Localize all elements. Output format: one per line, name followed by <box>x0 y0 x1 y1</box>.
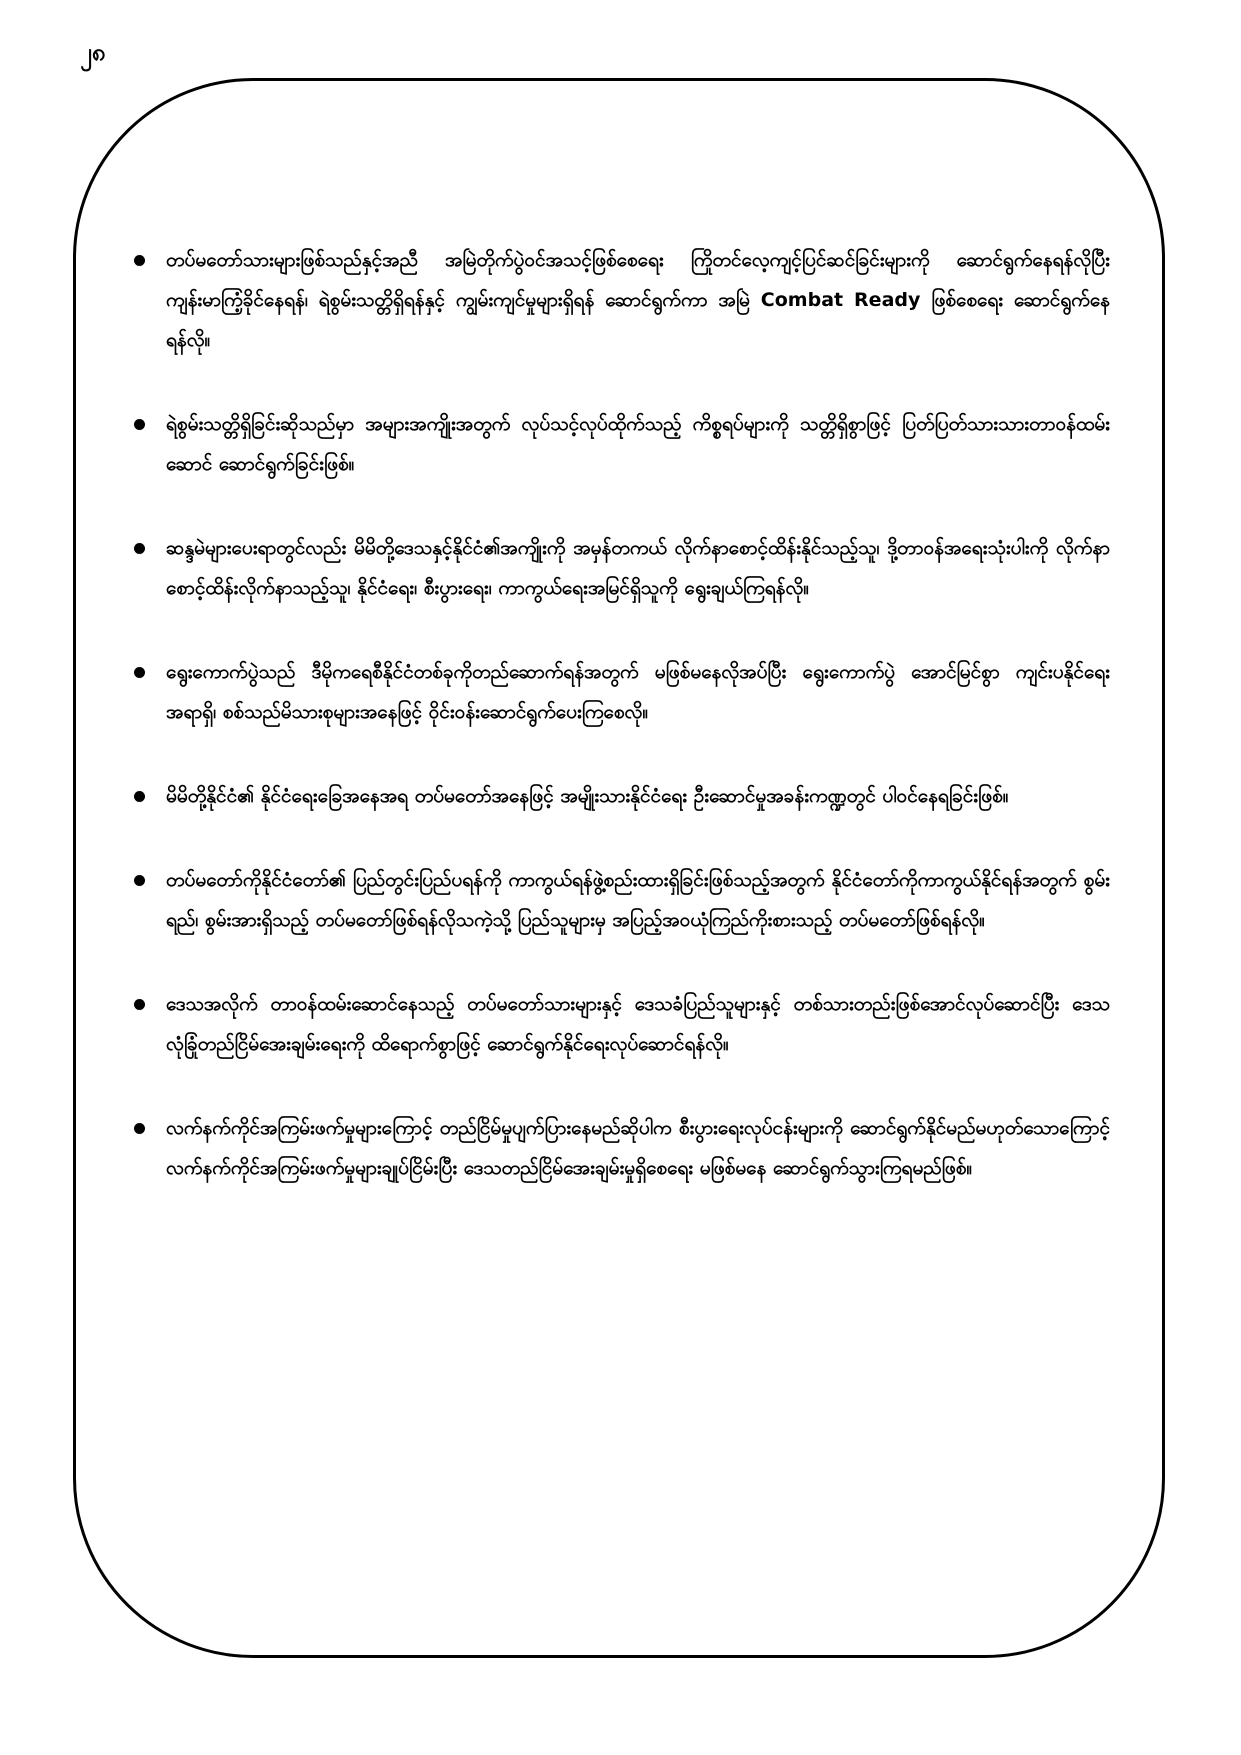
content-area <box>128 240 1110 1232</box>
bullet-text: မိမိတို့နိုင်ငံ၏ နိုင်ငံရေးခြေအနေအရ တပ်မတော်အနေဖြင့် အမျိုးသားနိုင်ငံရေး ဦးဆောင်မှုအခန်းကဏ္ဍတွင် ပါဝင်နေရခြင်းဖြစ်။ <box>166 785 1009 807</box>
bullet-text: ရွေးကောက်ပွဲသည် ဒီမိုကရေစီနိုင်ငံတစ်ခုကိုတည်ဆောက်ရန်အတွက် မဖြစ်မနေလိုအပ်ပြီး ရွေးကောက်ပွဲ အောင်မြင်စွာ ကျင်းပနိုင်ရေး အရာရှိ၊ စစ်သည်မိသားစုများအနေဖြင့် ဝိုင်းဝန်းဆောင်ရွက်ပေးကြစေလို။ <box>166 661 1110 723</box>
page-number: ၂၈ <box>80 38 106 66</box>
bullet-dot-icon <box>134 791 145 802</box>
bullet-dot-icon <box>134 999 145 1010</box>
bullet-list <box>128 240 1110 1188</box>
bullet-item <box>128 652 1110 732</box>
bullet-item <box>128 404 1110 484</box>
bullet-item <box>128 776 1110 816</box>
bullet-dot-icon <box>134 543 145 554</box>
bullet-item <box>128 1108 1110 1188</box>
bullet-dot-icon <box>134 1123 145 1134</box>
bullet-text: လက်နက်ကိုင်အကြမ်းဖက်မှုများကြောင့် တည်ငြိမ်မှုပျက်ပြားနေမည်ဆိုပါက စီးပွားရေးလုပ်ငန်းများကို ဆောင်ရွက်နိုင်မည်မဟုတ်သောကြောင့် လက်နက်ကိုင်အကြမ်းဖက်မှုများချုပ်ငြိမ်းပြီး ဒေသတည်ငြိမ်အေးချမ်းမှုရှိစေရေး မဖြစ်မနေ ဆောင်ရွက်သွားကြရမည်ဖြစ်။ <box>166 1117 1110 1179</box>
bullet-dot-icon <box>134 875 145 886</box>
bullet-text: တပ်မတော်ကိုနိုင်ငံတော်၏ ပြည်တွင်းပြည်ပရန်ကို ကာကွယ်ရန်ဖွဲ့စည်းထားရှိခြင်းဖြစ်သည့်အတွက် နိုင်ငံတော်ကိုကာကွယ်နိုင်ရန်အတွက် စွမ်းရည်၊ စွမ်းအားရှိသည့် တပ်မတော်ဖြစ်ရန်လိုသကဲ့သို့ ပြည်သူများမှ အပြည့်အဝယုံကြည်ကိုးစားသည့် တပ်မတော်ဖြစ်ရန်လို။ <box>166 869 1110 931</box>
bullet-dot-icon <box>134 419 145 430</box>
bullet-text: ရဲစွမ်းသတ္တိရှိခြင်းဆိုသည်မှာ အများအကျိုးအတွက် လုပ်သင့်လုပ်ထိုက်သည့် ကိစ္စရပ်များကို သတ္တိရှိစွာဖြင့် ပြတ်ပြတ်သားသားတာဝန်ထမ်းဆောင် ဆောင်ရွက်ခြင်းဖြစ်။ <box>166 413 1110 475</box>
bullet-dot-icon <box>134 667 145 678</box>
bullet-item <box>128 860 1110 940</box>
bullet-text: တပ်မတော်သားများဖြစ်သည်နှင့်အညီ အမြဲတိုက်ပွဲဝင်အသင့်ဖြစ်စေရေး ကြိုတင်လေ့ကျင့်ပြင်ဆင်ခြင်းများကို ဆောင်ရွက်နေရန်လိုပြီး ကျန်းမာကြံ့ခိုင်နေရန်၊ ရဲစွမ်းသတ္တိရှိရန်နှင့် ကျွမ်းကျင်မှုများရှိရန် ဆောင်ရွက်ကာ အမြဲ Combat Ready ဖြစ်စေရေး ဆောင်ရွက်နေရန်လို။ <box>166 249 1110 351</box>
bullet-dot-icon <box>134 255 145 266</box>
bullet-text: ဒေသအလိုက် တာဝန်ထမ်းဆောင်နေသည့် တပ်မတော်သားများနှင့် ဒေသခံပြည်သူများနှင့် တစ်သားတည်းဖြစ်အောင်လုပ်ဆောင်ပြီး ဒေသလုံခြုံတည်ငြိမ်အေးချမ်းရေးကို ထိရောက်စွာဖြင့် ဆောင်ရွက်နိုင်ရေးလုပ်ဆောင်ရန်လို။ <box>166 993 1110 1055</box>
bullet-item <box>128 240 1110 360</box>
bullet-item <box>128 984 1110 1064</box>
bullet-item <box>128 528 1110 608</box>
bullet-text: ဆန္ဒမဲများပေးရာတွင်လည်း မိမိတို့ဒေသနှင့်နိုင်ငံ၏အကျိုးကို အမှန်တကယ် လိုက်နာစောင့်ထိန်းနိုင်သည့်သူ၊ ဒို့တာဝန်အရေးသုံးပါးကို လိုက်နာစောင့်ထိန်းလိုက်နာသည့်သူ၊ နိုင်ငံရေး၊ စီးပွားရေး၊ ကာကွယ်ရေးအမြင်ရှိသူကို ရွေးချယ်ကြရန်လို။ <box>166 537 1110 599</box>
